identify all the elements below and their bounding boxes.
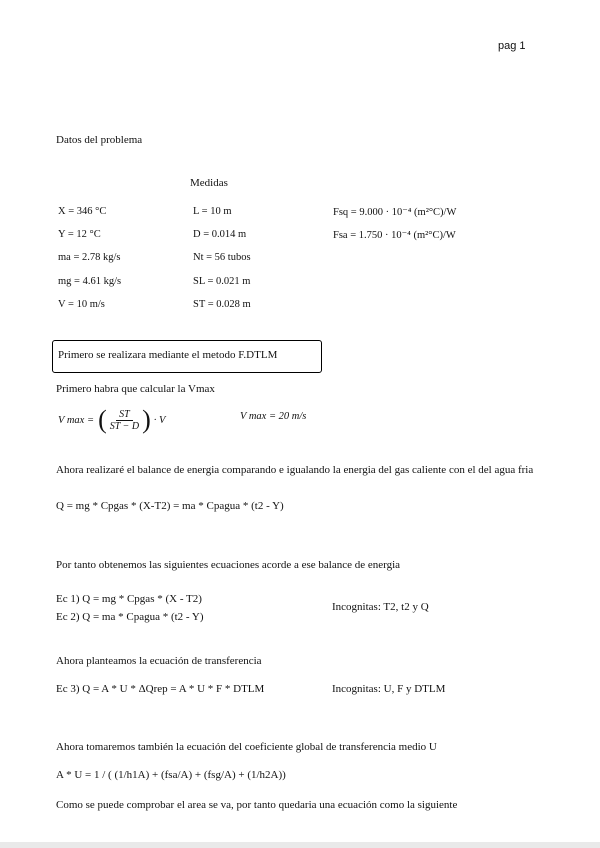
vmax-tail: · V <box>153 414 166 426</box>
param-nt: Nt = 56 tubos <box>193 252 251 263</box>
transfer-intro: Ahora planteamos la ecuación de transferencia <box>56 655 262 667</box>
balance-equation: Q = mg * Cpgas * (X-T2) = ma * Cpagua * (t2 - Y) <box>56 500 284 512</box>
equations-intro: Por tanto obtenemos las siguientes ecuaciones acorde a ese balance de energia <box>56 559 401 571</box>
left-paren: ( <box>98 405 107 434</box>
unknowns-2: Incognitas: U, F y DTLM <box>332 683 446 695</box>
equation-1: Ec 1) Q = mg * Cpgas * (X - T2) <box>56 593 202 605</box>
vmax-lhs: V max = <box>58 414 95 426</box>
vmax-intro: Primero habra que calcular la Vmax <box>56 383 215 395</box>
unknowns-1: Incognitas: T2, t2 y Q <box>332 601 429 613</box>
vmax-formula <box>58 403 165 437</box>
coefficient-intro: Ahora tomaremos también la ecuación del coeficiente global de transferencia medio U <box>56 741 437 753</box>
param-fsq: Fsq = 9.000 · 10⁻⁴ (m²°C)/W <box>333 207 457 218</box>
param-mg: mg = 4.61 kg/s <box>58 276 122 287</box>
param-y: Y = 12 °C <box>58 229 101 240</box>
section-title: Datos del problema <box>56 134 143 146</box>
coefficient-equation: A * U = 1 / ( (1/h1A) + (fsa/A) + (fsg/A) + (1/h2A)) <box>56 769 286 781</box>
fraction-numerator: ST <box>116 409 133 421</box>
vmax-fraction <box>107 409 142 432</box>
param-sl: SL = 0.021 m <box>193 276 251 287</box>
vmax-result: V max = 20 m/s <box>240 411 307 422</box>
balance-intro: Ahora realizaré el balance de energia comparando e igualando la energia del gas caliente con el del agua fria <box>56 464 534 476</box>
param-d: D = 0.014 m <box>193 229 247 240</box>
page-number: pag 1 <box>498 40 526 52</box>
method-box <box>52 340 322 373</box>
method-box-text: Primero se realizara mediante el metodo F.DTLM <box>58 349 278 361</box>
param-l: L = 10 m <box>193 206 232 217</box>
param-v: V = 10 m/s <box>58 299 105 310</box>
medidas-label: Medidas <box>190 177 228 189</box>
closing-text: Como se puede comprobar el area se va, por tanto quedaria una ecuación como la siguiente <box>56 799 458 811</box>
page-bottom-edge <box>0 842 600 848</box>
param-st: ST = 0.028 m <box>193 299 251 310</box>
param-ma: ma = 2.78 kg/s <box>58 252 121 263</box>
equation-3: Ec 3) Q = A * U * ΔQrep = A * U * F * DTLM <box>56 683 265 695</box>
equation-2: Ec 2) Q = ma * Cpagua * (t2 - Y) <box>56 611 204 623</box>
right-paren: ) <box>142 405 151 434</box>
param-x: X = 346 °C <box>58 206 107 217</box>
fraction-denominator: ST − D <box>109 420 140 432</box>
param-fsa: Fsa = 1.750 · 10⁻⁴ (m²°C)/W <box>333 230 456 241</box>
